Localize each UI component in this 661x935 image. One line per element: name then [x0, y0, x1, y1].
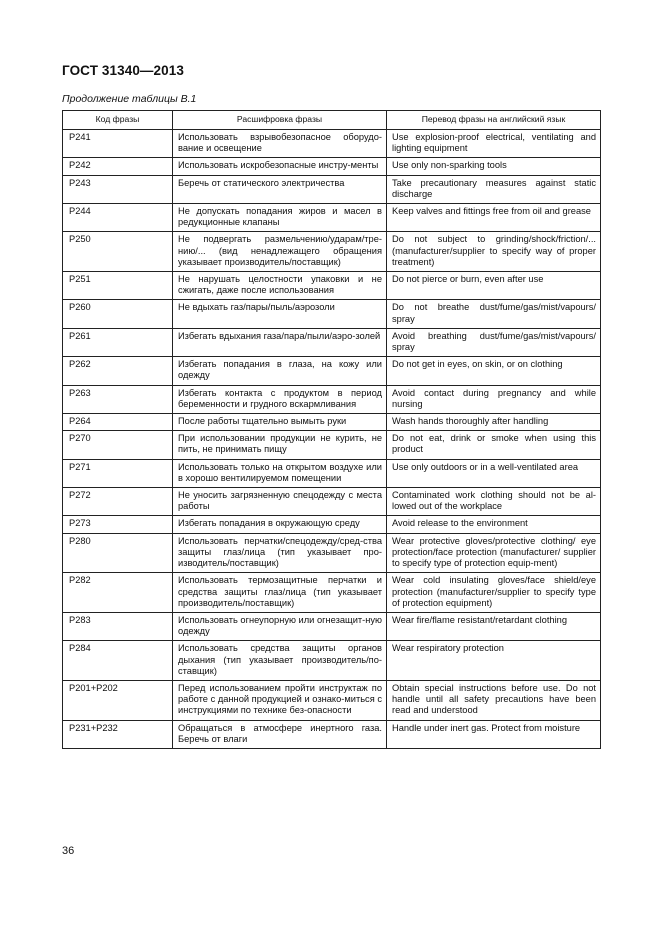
phrase-en: Use explosion-proof electrical, ventilating and lighting equipment [387, 130, 601, 158]
phrase-en: Do not pierce or burn, even after use [387, 272, 601, 300]
phrase-code: P284 [63, 641, 173, 681]
table-row [63, 158, 601, 175]
phrase-code: P271 [63, 459, 173, 487]
phrase-en: Keep valves and fittings free from oil and grease [387, 204, 601, 232]
phrase-en: Wash hands thoroughly after handling [387, 414, 601, 431]
phrase-code: P260 [63, 300, 173, 328]
phrase-ru: Избегать попадания в окружающую среду [173, 516, 387, 533]
phrase-ru: Использовать только на открытом воздухе или в хорошо вентилируемом помещении [173, 459, 387, 487]
phrase-code: P243 [63, 175, 173, 203]
phrase-code: P241 [63, 130, 173, 158]
phrase-ru: Использовать перчатки/спецодежду/сред-ства защиты глаз/лица (тип указывает про-изводитель/поставщик) [173, 533, 387, 573]
phrase-en: Take precautionary measures against static discharge [387, 175, 601, 203]
column-header-code: Код фразы [63, 111, 173, 130]
phrase-code: P251 [63, 272, 173, 300]
phrase-ru: Не нарушать целостности упаковки и не сжигать, даже после использования [173, 272, 387, 300]
phrase-code: P244 [63, 204, 173, 232]
phrase-ru: Избегать попадания в глаза, на кожу или одежду [173, 357, 387, 385]
column-header-ru: Расшифровка фразы [173, 111, 387, 130]
table-row [63, 641, 601, 681]
phrase-en: Handle under inert gas. Protect from moisture [387, 720, 601, 748]
phrase-ru: Использовать огнеупорную или огнезащит-ную одежду [173, 612, 387, 640]
phrase-code: P273 [63, 516, 173, 533]
phrase-ru: При использовании продукции не курить, не пить, не принимать пищу [173, 431, 387, 459]
table-caption: Продолжение таблицы В.1 [62, 93, 197, 105]
phrase-code: P272 [63, 488, 173, 516]
table-row [63, 680, 601, 720]
phrase-code: P270 [63, 431, 173, 459]
phrase-ru: Беречь от статического электричества [173, 175, 387, 203]
phrase-en: Obtain special instructions before use. Do not handle until all safety precautions have been read and understood [387, 680, 601, 720]
phrase-code: P264 [63, 414, 173, 431]
phrase-code: P280 [63, 533, 173, 573]
precaution-phrases-table [62, 110, 601, 749]
phrase-ru: Не подвергать размельчению/ударам/тре-нию/... (вид ненадлежащего обращения указывает производитель/поставщик) [173, 232, 387, 272]
phrase-ru: Перед использованием пройти инструктаж по работе с данной продукцией и ознако-миться с инструкциями по технике без-опасности [173, 680, 387, 720]
phrase-ru: Не вдыхать газ/пары/пыль/аэрозоли [173, 300, 387, 328]
phrase-ru: Использовать термозащитные перчатки и средства защиты глаз/лица (тип указывает производитель/поставщик) [173, 573, 387, 613]
table-header-row [63, 111, 601, 130]
phrase-en: Avoid contact during pregnancy and while nursing [387, 385, 601, 413]
phrase-code: P262 [63, 357, 173, 385]
phrase-code: P231+P232 [63, 720, 173, 748]
page-number: 36 [62, 845, 75, 857]
phrase-en: Do not subject to grinding/shock/friction/... (manufacturer/supplier to specify way of proper treatment) [387, 232, 601, 272]
document-code: ГОСТ 31340—2013 [62, 63, 184, 78]
phrase-code: P201+P202 [63, 680, 173, 720]
phrase-ru: Избегать вдыхания газа/пара/пыли/аэро-золей [173, 328, 387, 356]
phrase-en: Wear fire/flame resistant/retardant clothing [387, 612, 601, 640]
table-row [63, 533, 601, 573]
phrase-code: P242 [63, 158, 173, 175]
table-row [63, 459, 601, 487]
phrase-code: P261 [63, 328, 173, 356]
table-row [63, 300, 601, 328]
phrase-ru: Использовать взрывобезопасное оборудо-вание и освещение [173, 130, 387, 158]
table-row [63, 516, 601, 533]
phrase-en: Use only non-sparking tools [387, 158, 601, 175]
table-row [63, 204, 601, 232]
phrase-en: Do not breathe dust/fume/gas/mist/vapours/ spray [387, 300, 601, 328]
table-row [63, 612, 601, 640]
table-row [63, 488, 601, 516]
phrase-en: Wear respiratory protection [387, 641, 601, 681]
phrase-code: P250 [63, 232, 173, 272]
table-row [63, 431, 601, 459]
phrase-en: Wear cold insulating gloves/face shield/eye protection (manufacturer/supplier to specify type of protection equipment) [387, 573, 601, 613]
phrase-en: Wear protective gloves/protective clothing/ eye protection/face protection (manufacturer/ supplier to specify type of protection equip-ment) [387, 533, 601, 573]
table-row [63, 175, 601, 203]
table-row [63, 720, 601, 748]
phrase-ru: Использовать искробезопасные инстру-менты [173, 158, 387, 175]
phrase-en: Contaminated work clothing should not be al-lowed out of the workplace [387, 488, 601, 516]
phrase-ru: После работы тщательно вымыть руки [173, 414, 387, 431]
phrase-en: Do not get in eyes, on skin, or on clothing [387, 357, 601, 385]
table-row [63, 573, 601, 613]
phrase-code: P283 [63, 612, 173, 640]
column-header-en: Перевод фразы на английский язык [387, 111, 601, 130]
table-row [63, 385, 601, 413]
table-row [63, 357, 601, 385]
phrase-ru: Избегать контакта с продуктом в период беременности и грудного вскармливания [173, 385, 387, 413]
phrase-en: Do not eat, drink or smoke when using this product [387, 431, 601, 459]
phrase-ru: Использовать средства защиты органов дыхания (тип указывает производитель/по-ставщик) [173, 641, 387, 681]
table-row [63, 272, 601, 300]
phrase-ru: Не уносить загрязненную спецодежду с места работы [173, 488, 387, 516]
table-row [63, 414, 601, 431]
table-row [63, 232, 601, 272]
phrase-en: Avoid release to the environment [387, 516, 601, 533]
phrase-code: P282 [63, 573, 173, 613]
phrase-ru: Обращаться в атмосфере инертного газа. Беречь от влаги [173, 720, 387, 748]
phrase-code: P263 [63, 385, 173, 413]
phrase-en: Use only outdoors or in a well-ventilated area [387, 459, 601, 487]
phrase-en: Avoid breathing dust/fume/gas/mist/vapours/ spray [387, 328, 601, 356]
table-row [63, 130, 601, 158]
phrase-ru: Не допускать попадания жиров и масел в редукционные клапаны [173, 204, 387, 232]
table-row [63, 328, 601, 356]
